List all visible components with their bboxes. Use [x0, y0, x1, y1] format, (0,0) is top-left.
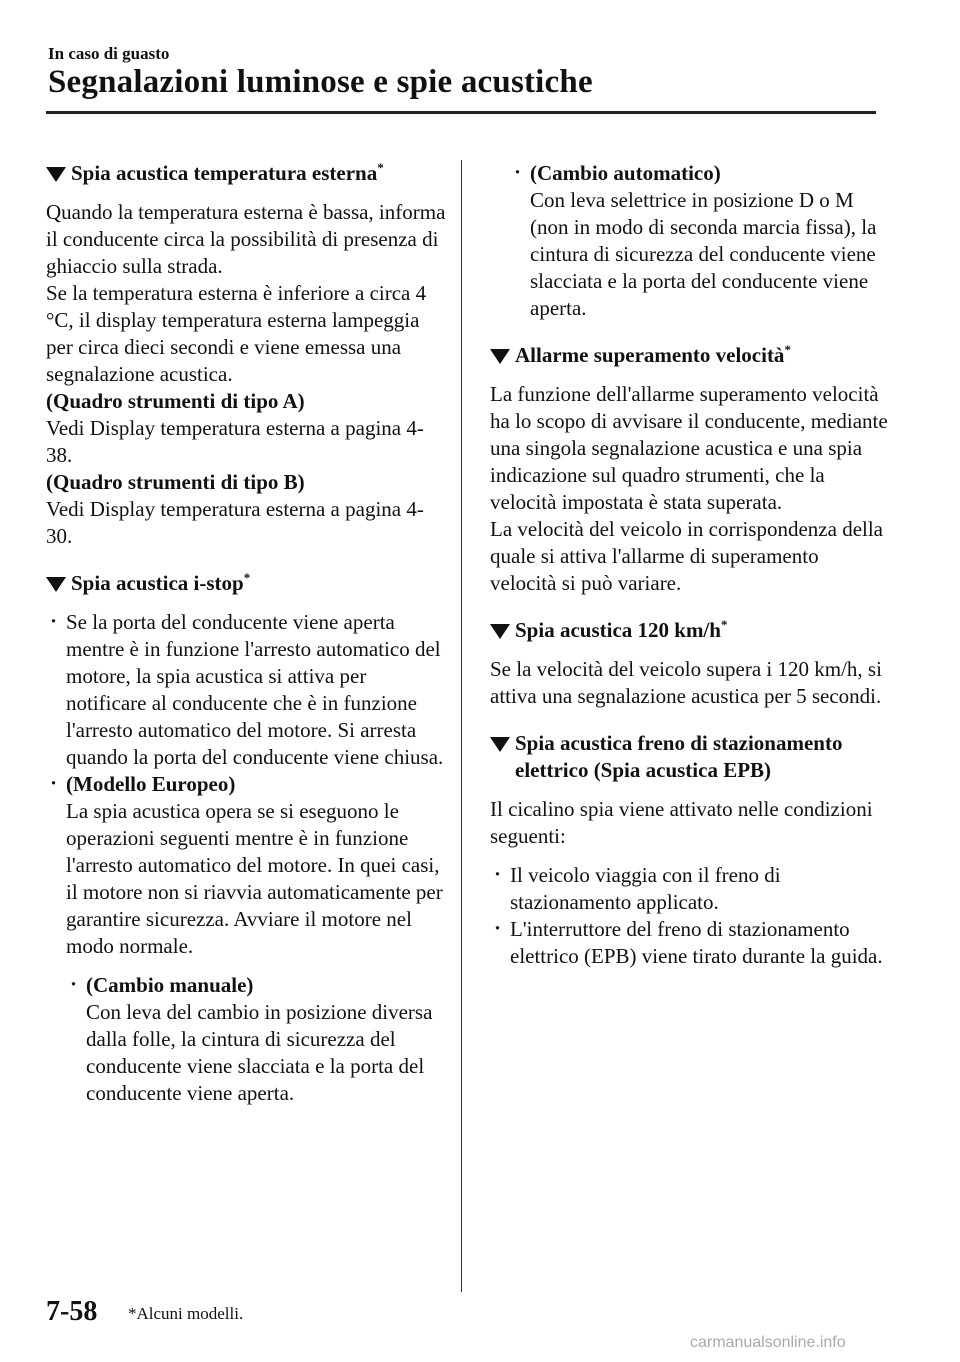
section-heading-speed-alarm: Allarme superamento velocità* [490, 342, 890, 369]
section-heading-epb: Spia acustica freno di stazionamento elettrico (Spia acustica EPB) [490, 730, 890, 784]
watermark[interactable]: carmanualsonline.info [690, 1334, 846, 1351]
list-item-sub: · (Cambio manuale) Con leva del cambio in posizione diversa dalla folle, la cintura di sicurezza del conducente viene slacciata e la porta del conducente viene aperta. [68, 972, 446, 1107]
paragraph: La funzione dell'allarme superamento velocità ha lo scopo di avvisare il conducente, mediante una singola segnalazione acustica e una spia indicazione sul quadro strumenti, che la velocità impostata è stata superata. [490, 382, 888, 514]
list-item-sub: · (Cambio automatico) Con leva selettrice in posizione D o M (non in modo di seconda marcia fissa), la cintura di sicurezza del conducente viene slacciata e la porta del conducente viene aperta. [512, 160, 890, 322]
triangle-down-icon [46, 577, 66, 592]
paragraph: Se la velocità del veicolo supera i 120 km/h, si attiva una segnalazione acustica per 5 secondi. [490, 657, 882, 708]
paragraph: Quando la temperatura esterna è bassa, informa il conducente circa la possibilità di presenza di ghiaccio sulla strada. [46, 200, 446, 278]
triangle-down-icon [46, 167, 66, 182]
paragraph: Vedi Display temperatura esterna a pagina 4-30. [46, 497, 424, 548]
triangle-down-icon [490, 624, 510, 639]
section-heading-outside-temp: Spia acustica temperatura esterna* [46, 160, 446, 187]
list-item: · (Modello Europeo) La spia acustica opera se si eseguono le operazioni seguenti mentre è in funzione l'arresto automatico del motore. In quei casi, il motore non si riavvia automaticamente per garantire sicurezza. Avviare il motore nel modo normale. [48, 771, 446, 960]
label-cluster-type-a: (Quadro strumenti di tipo A) [46, 389, 305, 413]
label-cluster-type-b: (Quadro strumenti di tipo B) [46, 470, 305, 494]
list-item: · L'interruttore del freno di stazionamento elettrico (EPB) viene tirato durante la guida. [492, 916, 890, 970]
paragraph: Vedi Display temperatura esterna a pagina 4-38. [46, 416, 424, 467]
list-item: · Se la porta del conducente viene aperta mentre è in funzione l'arresto automatico del motore, la spia acustica si attiva per notificare al conducente che è in funzione l'arresto automatico del motore. Si arresta quando la porta del conducente viene chiusa. [48, 609, 446, 771]
breadcrumb: In caso di guasto [48, 44, 170, 63]
paragraph: Il cicalino spia viene attivato nelle condizioni seguenti: [490, 797, 873, 848]
column-divider [461, 160, 462, 1292]
list-item: · Il veicolo viaggia con il freno di stazionamento applicato. [492, 862, 890, 916]
footnote: *Alcuni modelli. [128, 1304, 244, 1323]
triangle-down-icon [490, 737, 510, 752]
page-number: 7-58 [46, 1296, 98, 1327]
title-rule [46, 111, 876, 114]
paragraph: Se la temperatura esterna è inferiore a circa 4 °C, il display temperatura esterna lampeggia per circa dieci secondi e viene emessa una segnalazione acustica. [46, 281, 427, 386]
page-title: Segnalazioni luminose e spie acustiche [48, 64, 593, 100]
section-heading-istop: Spia acustica i-stop* [46, 570, 446, 597]
triangle-down-icon [490, 349, 510, 364]
right-column [490, 160, 890, 970]
paragraph: La velocità del veicolo in corrispondenza della quale si attiva l'allarme di superamento velocità si può variare. [490, 517, 884, 595]
left-column [46, 160, 446, 1107]
section-heading-120kmh: Spia acustica 120 km/h* [490, 617, 890, 644]
